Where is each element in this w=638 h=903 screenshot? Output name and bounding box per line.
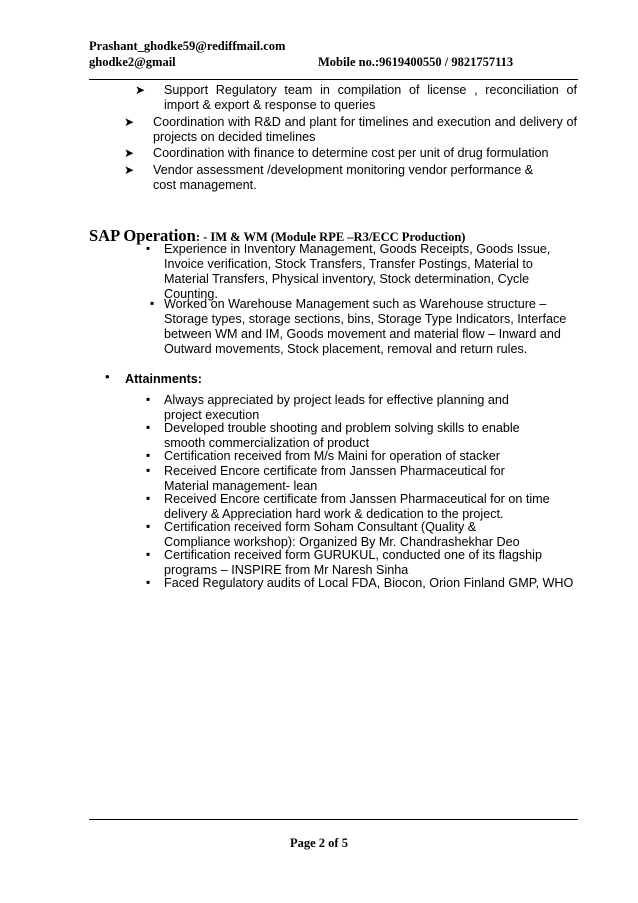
list-item: ▪ Worked on Warehouse Management such as Warehouse structure – Storage types, storage sections, bins, Storage Type Indicators, Interface between WM and IM, Goods movement and material flow – Inward and Outward movements, Stock placement, removal and return rules. <box>150 296 567 356</box>
square-bullet-icon: ▪ <box>146 392 151 406</box>
list-item: ▪ Always appreciated by project leads for effective planning and project execution <box>146 392 509 422</box>
list-item: ▪ Experience in Inventory Management, Goods Receipts, Goods Issue, Invoice verification, Stock Transfers, Transfer Postings, Material to Material Transfers, Physical inventory, Stock determination, Cycle Counting. <box>146 241 551 301</box>
square-bullet-icon: ▪ <box>146 241 151 255</box>
header-mobile: Mobile no.:9619400550 / 9821757113 <box>318 55 514 69</box>
footer-rule <box>89 819 578 820</box>
header-email-secondary: ghodke2@gmail <box>89 55 176 69</box>
list-item: ▪ Faced Regulatory audits of Local FDA, Biocon, Orion Finland GMP, WHO <box>146 575 574 590</box>
sap-heading: SAP Operation <box>89 226 196 245</box>
list-item: ➤ Coordination with R&D and plant for timelines and execution and delivery of projects on decided timelines <box>124 115 577 144</box>
square-bullet-icon: ▪ <box>150 296 155 310</box>
list-item: ▪ Received Encore certificate from Janssen Pharmaceutical for Material management- lean <box>146 463 505 493</box>
header-email-primary: Prashant_ghodke59@rediffmail.com <box>89 39 286 53</box>
list-item: ▪ Developed trouble shooting and problem solving skills to enable smooth commercialization of product <box>146 420 520 450</box>
arrow-bullet-icon: ➤ <box>124 146 135 160</box>
square-bullet-icon: ▪ <box>146 519 151 533</box>
arrow-bullet-icon: ➤ <box>124 115 135 129</box>
list-item: ➤ Support Regulatory team in compilation of license , reconciliation of import & export & response to queries <box>135 83 577 112</box>
list-item: ▪ Certification received form Soham Consultant (Quality & Compliance workshop): Organized By Mr. Chandrashekhar Deo <box>146 519 520 549</box>
arrow-bullet-icon: ➤ <box>135 83 146 97</box>
page-header <box>89 38 579 70</box>
square-bullet-icon: ▪ <box>146 448 151 462</box>
square-bullet-icon: ▪ <box>146 420 151 434</box>
square-bullet-icon: ▪ <box>146 575 151 589</box>
sap-subheading: : - IM & WM (Module RPE –R3/ECC Production) <box>195 230 466 244</box>
list-item: ➤ Vendor assessment /development monitoring vendor performance & cost management. <box>124 163 534 192</box>
list-item: ▪ Certification received form GURUKUL, conducted one of its flagship programs – INSPIRE from Mr Naresh Sinha <box>146 547 542 577</box>
page-number: Page 2 of 5 <box>290 836 348 850</box>
arrow-bullet-icon: ➤ <box>124 163 135 177</box>
list-item: ▪ Certification received from M/s Maini for operation of stacker <box>146 448 500 463</box>
list-item: ➤ Coordination with finance to determine cost per unit of drug formulation <box>124 146 549 160</box>
header-rule <box>89 79 578 80</box>
square-bullet-icon: ▪ <box>146 463 151 477</box>
round-bullet-icon: • <box>105 369 110 384</box>
attainments-heading: Attainments: <box>125 372 202 386</box>
square-bullet-icon: ▪ <box>146 547 151 561</box>
list-item: ▪ Received Encore certificate from Janssen Pharmaceutical for on time delivery & Appreciation hard work & dedication to the project. <box>146 491 550 521</box>
square-bullet-icon: ▪ <box>146 491 151 505</box>
